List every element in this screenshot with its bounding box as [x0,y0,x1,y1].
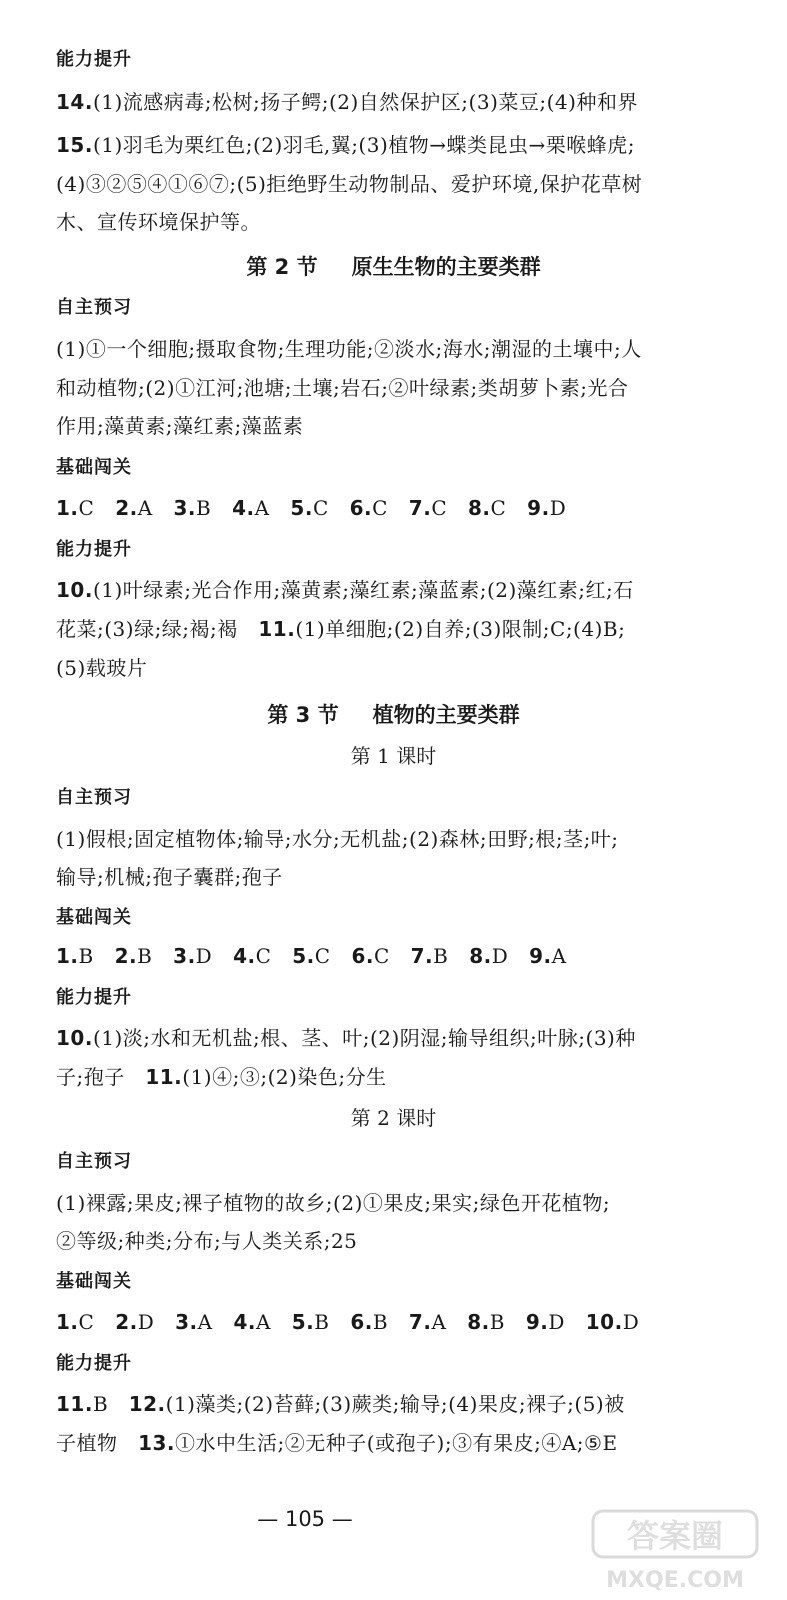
answer-line: 14.(1)流感病毒;松树;扬子鳄;(2)自然保护区;(3)菜豆;(4)种和界 [56,90,638,114]
watermark-logo [575,1505,775,1595]
answer-line: (4)③②⑤④①⑥⑦;(5)拒绝野生动物制品、爱护环境,保护花草树 [56,172,643,196]
lesson-title: 第 1 课时 [350,744,437,768]
choice-answer: 7.C [408,496,448,520]
basic-heading: 基础闯关 [56,907,132,928]
question-number: 11. [145,1065,183,1089]
question-number: 12. [128,1392,166,1416]
question-number: 13. [138,1431,176,1455]
choice-answer: 1.B [56,944,94,968]
choice-answer: 4.A [233,1310,271,1334]
choice-answer: 2.A [115,496,153,520]
answer-line: 和动植物;(2)①江河;池塘;土壤;岩石;②叶绿素;类胡萝卜素;光合 [56,376,629,400]
answer-line: 10.(1)淡;水和无机盐;根、茎、叶;(2)阴湿;输导组织;叶脉;(3)种 [56,1026,636,1050]
ability-heading: 能力提升 [56,987,132,1008]
question-number: 11. [56,1392,93,1416]
choice-answer: 4.A [232,496,270,520]
answer-line: 子;孢子 11.(1)④;③;(2)染色;分生 [56,1065,387,1089]
choice-answer: 9.D [527,496,567,520]
answer-line: 花菜;(3)绿;绿;褐;褐 11.(1)单细胞;(2)自养;(3)限制;C;(4)B; [56,617,626,641]
preview-heading: 自主预习 [56,787,132,808]
ability-heading: 能力提升 [56,1353,132,1374]
basic-heading: 基础闯关 [56,1271,132,1292]
choice-answer: 8.B [467,1310,505,1334]
section-title: 第 2 节 原生生物的主要类群 [246,255,541,279]
choice-answers [56,942,736,970]
choice-answer: 9.D [525,1310,565,1334]
choice-answer: 9.A [529,944,567,968]
choice-answer: 8.C [467,496,507,520]
svg-text:MXQE.COM: MXQE.COM [606,1568,744,1593]
choice-answer: 3.D [173,944,213,968]
answer-line: (1)①一个细胞;摄取食物;生理功能;②淡水;海水;潮湿的土壤中;人 [56,337,642,361]
choice-answer: 4.C [233,944,272,968]
choice-answer: 8.D [469,944,509,968]
answer-line: ②等级;种类;分布;与人类关系;25 [56,1229,358,1253]
page-number: — 105 — [257,1507,353,1531]
preview-heading: 自主预习 [56,297,132,318]
question-number: 15. [56,133,93,157]
question-number: 10. [56,1026,93,1050]
choice-answer: 7.B [410,944,449,968]
choice-answer: 2.D [115,1310,155,1334]
choice-answer: 5.B [291,1310,330,1334]
basic-heading: 基础闯关 [56,457,132,478]
answer-line: (1)裸露;果皮;裸子植物的故乡;(2)①果皮;果实;绿色开花植物; [56,1191,611,1215]
answer-line: 木、宣传环境保护等。 [56,210,261,234]
answer-line: 子植物 13.①水中生活;②无种子(或孢子);③有果皮;④A;⑤E [56,1431,618,1455]
lesson-title: 第 2 课时 [350,1106,437,1130]
preview-heading: 自主预习 [56,1151,132,1172]
answer-line: 10.(1)叶绿素;光合作用;藻黄素;藻红素;藻蓝素;(2)藻红素;红;石 [56,578,634,602]
choice-answer: 1.C [56,1310,95,1334]
svg-text:答案圈: 答案圈 [626,1517,724,1555]
choice-answer: 2.B [114,944,153,968]
answer-line: 11.B 12.(1)藻类;(2)苔藓;(3)蕨类;输导;(4)果皮;裸子;(5)被 [56,1392,625,1416]
question-number: 10. [56,578,93,602]
choice-answer: 6.C [349,496,388,520]
choice-answer: 6.B [350,1310,389,1334]
answer-line: (5)载玻片 [56,656,148,680]
choice-answer: 1.C [56,496,95,520]
ability-heading: 能力提升 [56,49,132,70]
answer-line: 输导;机械;孢子囊群;孢子 [56,865,283,889]
choice-answer: 5.C [290,496,329,520]
question-number: 11. [258,617,296,641]
answer-line: (1)假根;固定植物体;输导;水分;无机盐;(2)森林;田野;根;茎;叶; [56,827,619,851]
choice-answer: 10.D [585,1310,640,1334]
choice-answer: 7.A [408,1310,447,1334]
choice-answer: 6.C [351,944,390,968]
section-title: 第 3 节 植物的主要类群 [267,703,520,727]
choice-answers [56,1308,736,1336]
choice-answer: 5.C [292,944,331,968]
choice-answer: 3.A [175,1310,213,1334]
question-number: 14. [56,90,93,114]
ability-heading: 能力提升 [56,539,132,560]
answer-line: 作用;藻黄素;藻红素;藻蓝素 [56,414,304,438]
choice-answer: 3.B [173,496,212,520]
choice-answers [56,494,736,522]
answer-line: 15.(1)羽毛为栗红色;(2)羽毛,翼;(3)植物→蝶类昆虫→栗喉蜂虎; [56,133,636,157]
